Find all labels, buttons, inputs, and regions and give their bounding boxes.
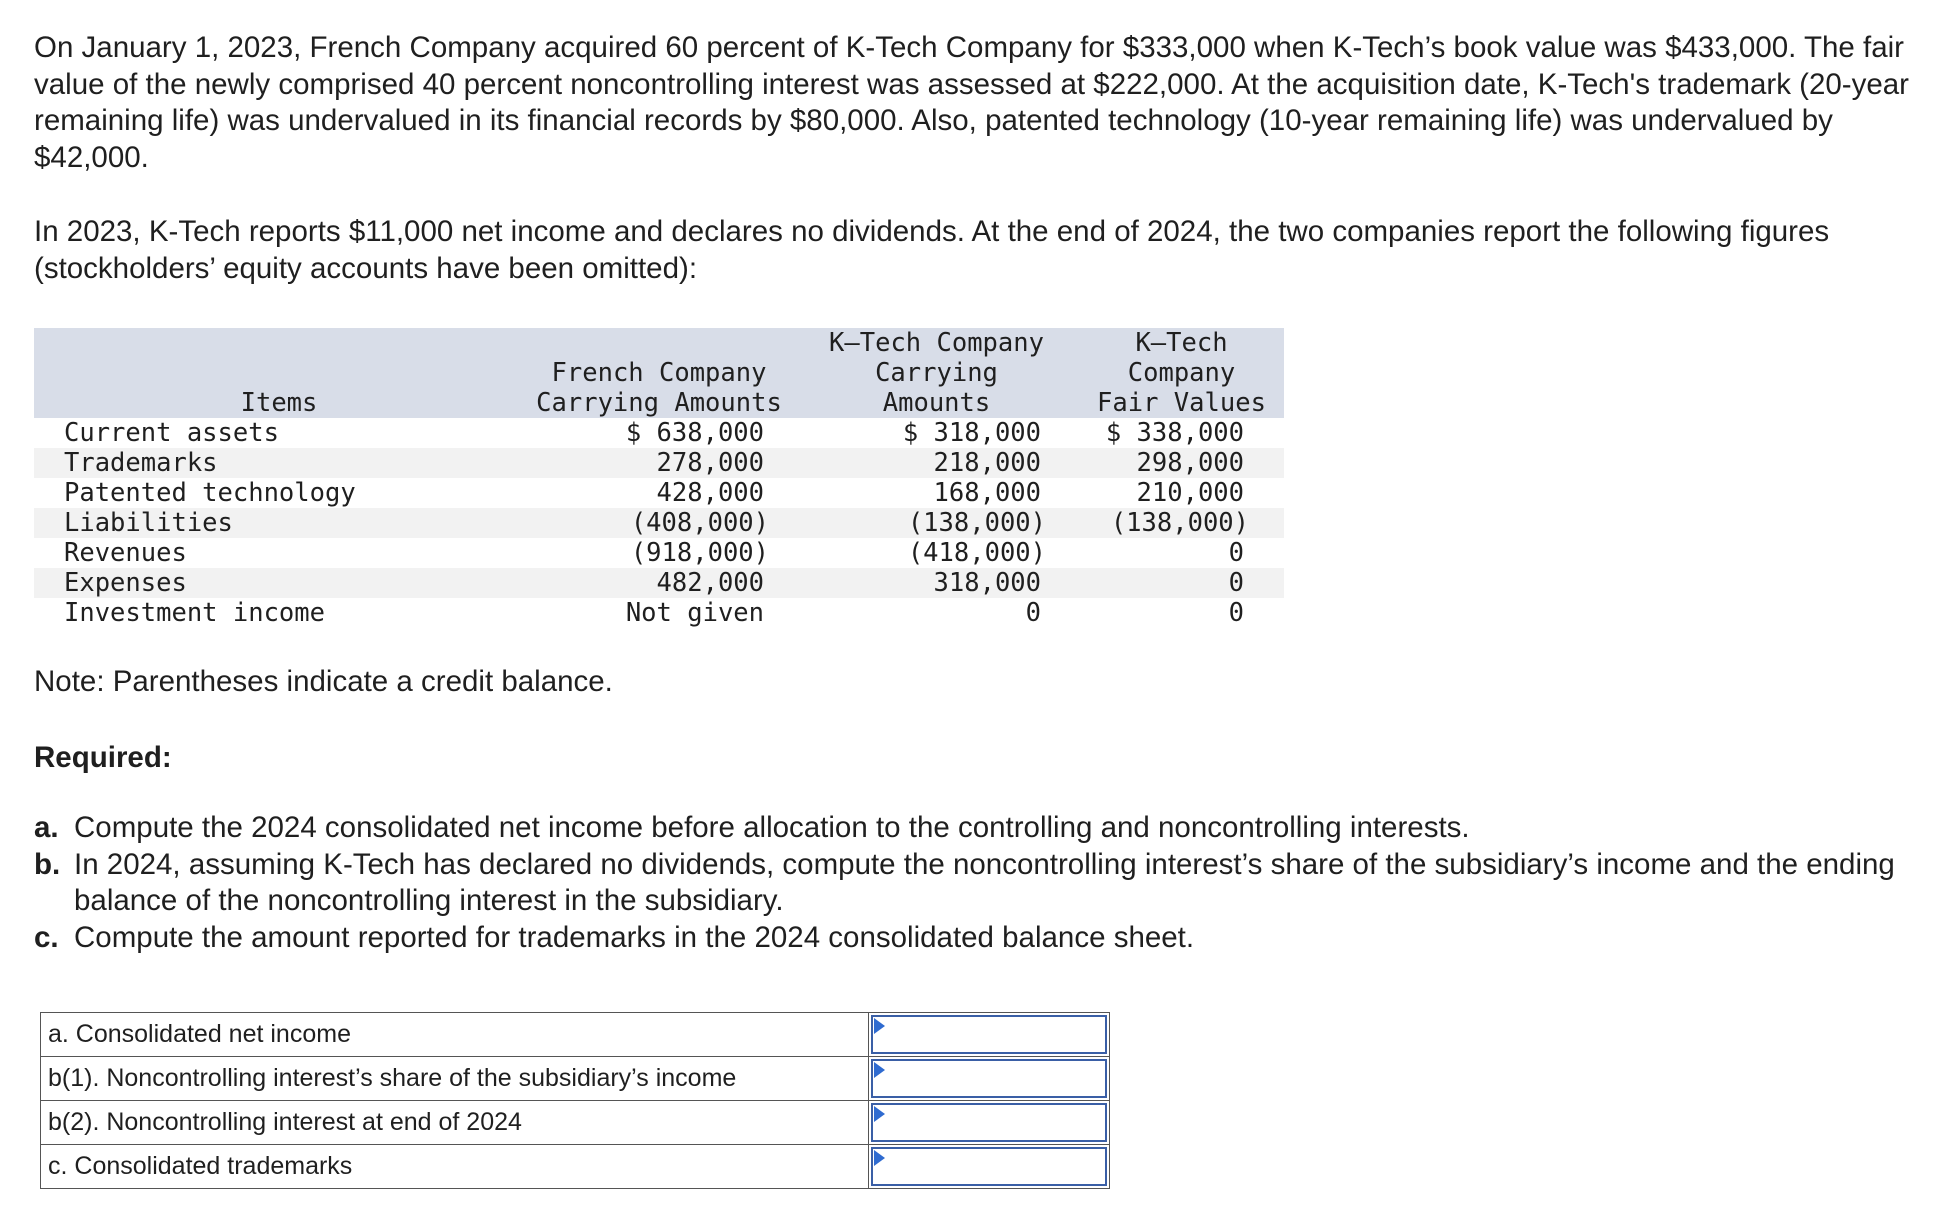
- row-ktech-fair-value: 0: [1079, 598, 1284, 628]
- required-item-label: a.: [34, 811, 59, 844]
- table-row: [34, 418, 1284, 448]
- required-item-text: In 2024, assuming K-Tech has declared no dividends, compute the noncontrolling interest’s share of the subsidiary’s income and the ending balance of the noncontrolling interest in the subsidiary.: [74, 847, 1895, 917]
- row-french-value: 278,000: [524, 448, 794, 478]
- row-ktech-carrying-value: (138,000): [794, 508, 1079, 538]
- answer-row: [41, 1101, 1110, 1145]
- row-item-label: Patented technology: [34, 478, 524, 508]
- list-item: [34, 810, 1914, 847]
- row-item-label: Current assets: [34, 418, 524, 448]
- table-row: [34, 448, 1284, 478]
- row-ktech-fair-value: 210,000: [1079, 478, 1284, 508]
- header-ktech-carrying: K–Tech Company Carrying Amounts: [794, 328, 1079, 418]
- input-marker-icon: [874, 1062, 885, 1078]
- required-item-label: c.: [34, 920, 59, 954]
- row-french-value: Not given: [524, 598, 794, 628]
- row-ktech-carrying-value: 318,000: [794, 568, 1079, 598]
- nci-share-income-input[interactable]: [873, 1061, 1105, 1096]
- answer-box: [871, 1103, 1107, 1142]
- row-item-label: Expenses: [34, 568, 524, 598]
- consolidated-trademarks-input[interactable]: [873, 1149, 1105, 1184]
- row-ktech-fair-value: $ 338,000: [1079, 418, 1284, 448]
- header-items: Items: [34, 328, 524, 418]
- row-ktech-fair-value: 298,000: [1079, 448, 1284, 478]
- table-header-row: [34, 328, 1284, 418]
- row-item-label: Trademarks: [34, 448, 524, 478]
- answer-label: c. Consolidated trademarks: [41, 1145, 869, 1189]
- table-row: [34, 508, 1284, 538]
- table-row: [34, 598, 1284, 628]
- answer-label: b(2). Noncontrolling interest at end of 2024: [41, 1101, 869, 1145]
- credit-balance-note: Note: Parentheses indicate a credit balance.: [34, 665, 613, 698]
- answer-table: [40, 1012, 1110, 1189]
- answer-row: [41, 1145, 1110, 1189]
- input-marker-icon: [874, 1150, 885, 1166]
- consolidated-net-income-input[interactable]: [873, 1017, 1105, 1052]
- required-item-text: Compute the 2024 consolidated net income before allocation to the controlling and noncontrolling interests.: [74, 811, 1470, 844]
- problem-paragraph-1: On January 1, 2023, French Company acquired 60 percent of K-Tech Company for $333,000 when K-Tech’s book value was $433,000. The fair value of the newly comprised 40 percent noncontrolling interest was assessed at $222,000. At the acquisition date, K-Tech's trademark (20-year remaining life) was undervalued in its financial records by $80,000. Also, patented technology (10-year remaining life) was undervalued by $42,000.: [34, 31, 1910, 174]
- answer-cell: [869, 1057, 1110, 1101]
- row-french-value: 482,000: [524, 568, 794, 598]
- row-ktech-carrying-value: (418,000): [794, 538, 1079, 568]
- required-item-label: b.: [34, 847, 61, 881]
- row-french-value: $ 638,000: [524, 418, 794, 448]
- header-ktech-fair: K–Tech Company Fair Values: [1079, 328, 1284, 418]
- row-ktech-carrying-value: $ 318,000: [794, 418, 1079, 448]
- row-ktech-fair-value: (138,000): [1079, 508, 1284, 538]
- row-item-label: Liabilities: [34, 508, 524, 538]
- row-ktech-carrying-value: 168,000: [794, 478, 1079, 508]
- row-item-label: Investment income: [34, 598, 524, 628]
- header-french-carrying: French Company Carrying Amounts: [524, 328, 794, 418]
- row-ktech-fair-value: 0: [1079, 568, 1284, 598]
- problem-paragraph-2: In 2023, K-Tech reports $11,000 net income and declares no dividends. At the end of 2024, the two companies report the following figures (stockholders’ equity accounts have been omitted):: [34, 215, 1830, 285]
- answer-row: [41, 1013, 1110, 1057]
- row-french-value: (918,000): [524, 538, 794, 568]
- table-row: [34, 478, 1284, 508]
- required-heading: Required:: [34, 741, 172, 774]
- row-ktech-carrying-value: 218,000: [794, 448, 1079, 478]
- list-item: [34, 847, 1914, 920]
- input-marker-icon: [874, 1106, 885, 1122]
- table-row: [34, 568, 1284, 598]
- answer-box: [871, 1015, 1107, 1054]
- answer-cell: [869, 1101, 1110, 1145]
- required-list: [34, 810, 1914, 956]
- answer-box: [871, 1147, 1107, 1186]
- financial-data-table: [34, 328, 1284, 628]
- row-ktech-carrying-value: 0: [794, 598, 1079, 628]
- list-item: [34, 920, 1914, 957]
- required-item-text: Compute the amount reported for trademarks in the 2024 consolidated balance sheet.: [74, 920, 1195, 954]
- answer-cell: [869, 1145, 1110, 1189]
- table-row: [34, 538, 1284, 568]
- nci-end-balance-input[interactable]: [873, 1105, 1105, 1140]
- input-marker-icon: [874, 1018, 885, 1034]
- row-french-value: 428,000: [524, 478, 794, 508]
- answer-label: b(1). Noncontrolling interest’s share of the subsidiary’s income: [41, 1057, 869, 1101]
- answer-row: [41, 1057, 1110, 1101]
- answer-box: [871, 1059, 1107, 1098]
- row-french-value: (408,000): [524, 508, 794, 538]
- answer-label: a. Consolidated net income: [41, 1013, 869, 1057]
- answer-cell: [869, 1013, 1110, 1057]
- row-item-label: Revenues: [34, 538, 524, 568]
- row-ktech-fair-value: 0: [1079, 538, 1284, 568]
